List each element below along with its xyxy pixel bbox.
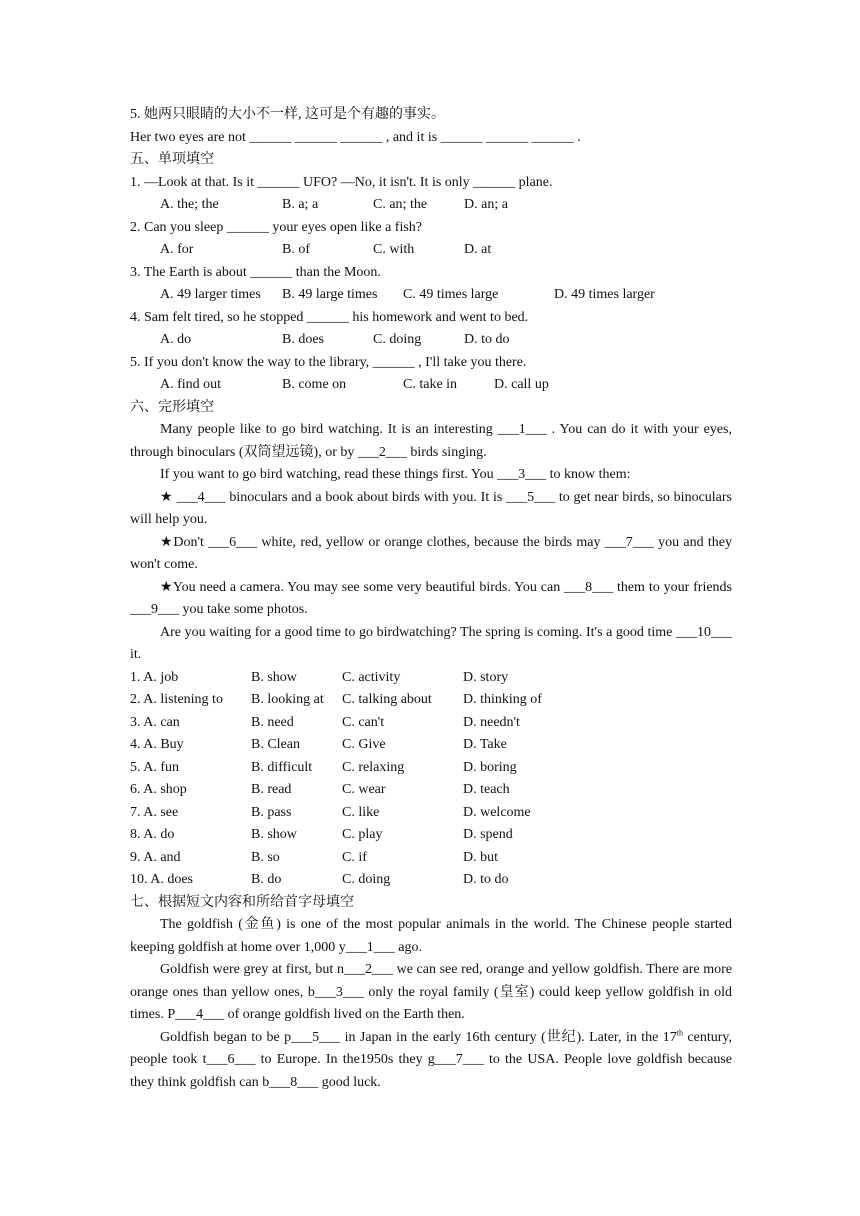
cloze-option: B. read [251, 782, 292, 797]
mc-q1-option-c: C. an; the [373, 197, 428, 212]
mc-q1-options [130, 194, 732, 217]
cloze-option: B. difficult [251, 759, 313, 775]
translation-q5-chinese: 5. 她两只眼睛的大小不一样, 这可是个有趣的事实。 [130, 107, 445, 122]
cloze-option: B. pass [251, 804, 292, 820]
section-7-heading: 七、根据短文内容和所给首字母填空 [130, 894, 354, 910]
cloze-option: B. so [251, 849, 280, 865]
cloze-option: D. teach [463, 782, 510, 797]
mc-q5-option-d: D. call up [494, 377, 549, 392]
mc-q1-option-d: D. an; a [464, 197, 508, 212]
cloze-option: 3. A. can [130, 714, 180, 730]
mc-q2-option-c: C. with [373, 242, 415, 257]
goldfish-paragraph-3 [130, 1027, 732, 1095]
mc-q3-stem: 3. The Earth is about ______ than the Moon. [130, 264, 381, 280]
cloze-option: B. do [251, 872, 282, 887]
cloze-option: D. spend [463, 827, 513, 842]
cloze-options-row [130, 869, 732, 892]
mc-q1-stem: 1. —Look at that. Is it ______ UFO? —No, it isn't. It is only ______ plane. [130, 174, 553, 190]
cloze-options-row [130, 734, 732, 757]
mc-q3-options [130, 284, 732, 307]
goldfish-paragraph-3-part-1: Goldfish began to be p___5___ in Japan in the early 16th century (世纪). Later, in the 17 [160, 1029, 677, 1045]
cloze-option: C. Give [342, 737, 386, 752]
mc-q5-option-b: B. come on [282, 377, 347, 392]
cloze-option: D. welcome [463, 804, 531, 820]
mc-q3-option-a: A. 49 larger times [160, 287, 261, 302]
cloze-option: D. boring [463, 759, 517, 775]
ordinal-superscript: th [676, 1027, 683, 1037]
mc-q4-options [130, 329, 732, 352]
mc-q4-option-d: D. to do [464, 332, 510, 347]
cloze-paragraph: ★ ___4___ binoculars and a book about birds with you. It is ___5___ to get near birds, so binoculars will help you. [130, 489, 732, 527]
cloze-paragraph: Are you waiting for a good time to go birdwatching? The spring is coming. It's a good time ___10___ it. [130, 624, 732, 662]
cloze-option: B. need [251, 714, 294, 730]
cloze-option: C. if [342, 849, 367, 865]
cloze-option: D. to do [463, 872, 509, 887]
goldfish-paragraph-3-part-2: century, people took t___6___ to Europe. In the1950s they g___7___ to the USA. People love goldfish because they think goldfish can b___8___ good luck. [130, 1029, 732, 1090]
mc-q2-option-a: A. for [160, 242, 194, 257]
cloze-option: D. story [463, 669, 509, 685]
mc-q4-option-c: C. doing [373, 332, 422, 347]
cloze-options-row [130, 689, 732, 712]
mc-q4-stem: 4. Sam felt tired, so he stopped ______ his homework and went to bed. [130, 309, 529, 325]
cloze-paragraph: ★You need a camera. You may see some very beautiful birds. You can ___8___ them to your friends ___9___ you take some photos. [130, 579, 732, 617]
cloze-option: C. wear [342, 782, 386, 797]
cloze-option: C. like [342, 804, 380, 820]
mc-q2-option-d: D. at [464, 242, 492, 257]
cloze-option: 6. A. shop [130, 782, 187, 797]
mc-q2-stem: 2. Can you sleep ______ your eyes open like a fish? [130, 219, 422, 235]
mc-q3-option-d: D. 49 times larger [554, 287, 655, 302]
mc-q4-option-b: B. does [282, 332, 324, 347]
cloze-options-row [130, 824, 732, 847]
translation-q5-english: Her two eyes are not ______ ______ ______ , and it is ______ ______ ______ . [130, 129, 581, 145]
mc-q1-option-b: B. a; a [282, 197, 319, 212]
cloze-option: C. play [342, 827, 383, 842]
cloze-option: C. activity [342, 669, 401, 685]
cloze-option: 7. A. see [130, 804, 179, 820]
cloze-option: 9. A. and [130, 849, 181, 865]
cloze-option: 5. A. fun [130, 759, 179, 775]
mc-q1-option-a: A. the; the [160, 197, 219, 212]
cloze-options-row [130, 847, 732, 870]
cloze-option: B. show [251, 669, 297, 685]
cloze-paragraph: If you want to go bird watching, read these things first. You ___3___ to know them: [160, 467, 631, 482]
cloze-options-row [130, 779, 732, 802]
goldfish-paragraph-1: The goldfish (金鱼) is one of the most popular animals in the world. The Chinese people started keeping goldfish at home over 1,000 y___1___ ago. [130, 917, 732, 955]
cloze-option: 4. A. Buy [130, 737, 184, 752]
mc-q4-option-a: A. do [160, 332, 192, 347]
cloze-option: B. looking at [251, 692, 324, 707]
mc-q5-option-a: A. find out [160, 377, 222, 392]
cloze-options-row [130, 802, 732, 825]
cloze-options-row [130, 757, 732, 780]
cloze-option: 2. A. listening to [130, 692, 223, 707]
section-6-heading: 六、完形填空 [130, 399, 214, 415]
cloze-option: 10. A. does [130, 872, 193, 887]
cloze-option: 8. A. do [130, 827, 175, 842]
cloze-option: D. Take [463, 737, 507, 752]
mc-q3-option-c: C. 49 times large [403, 287, 499, 302]
goldfish-paragraph-2: Goldfish were grey at first, but n___2___ we can see red, orange and yellow goldfish. There are more orange ones than yellow ones, b___3___ only the royal family (皇室) could keep yellow goldfish in old times. P___4___ of orange goldfish lived on the Earth then. [130, 962, 732, 1022]
cloze-paragraph: ★Don't ___6___ white, red, yellow or orange clothes, because the birds may ___7___ you and they won't come. [130, 534, 732, 572]
cloze-option: C. talking about [342, 692, 432, 707]
cloze-option: C. relaxing [342, 759, 405, 775]
cloze-option: B. Clean [251, 737, 300, 752]
cloze-option: C. can't [342, 714, 385, 730]
cloze-option: D. but [463, 849, 498, 865]
mc-q5-options [130, 374, 732, 397]
cloze-option: C. doing [342, 872, 391, 887]
cloze-paragraph: Many people like to go bird watching. It is an interesting ___1___ . You can do it with your eyes, through binoculars (双筒望远镜), or by ___2___ birds singing. [130, 422, 732, 460]
mc-q2-options [130, 239, 732, 262]
cloze-option: D. needn't [463, 714, 520, 730]
mc-q5-stem: 5. If you don't know the way to the library, ______ , I'll take you there. [130, 354, 527, 370]
cloze-options-row [130, 667, 732, 690]
mc-q3-option-b: B. 49 large times [282, 287, 378, 302]
mc-q5-option-c: C. take in [403, 377, 458, 392]
cloze-option: D. thinking of [463, 692, 542, 707]
document-body [130, 104, 732, 1094]
section-5-heading: 五、单项填空 [130, 152, 214, 167]
cloze-options-row [130, 712, 732, 735]
mc-q2-option-b: B. of [282, 242, 310, 257]
cloze-option: 1. A. job [130, 669, 179, 685]
cloze-option: B. show [251, 827, 297, 842]
